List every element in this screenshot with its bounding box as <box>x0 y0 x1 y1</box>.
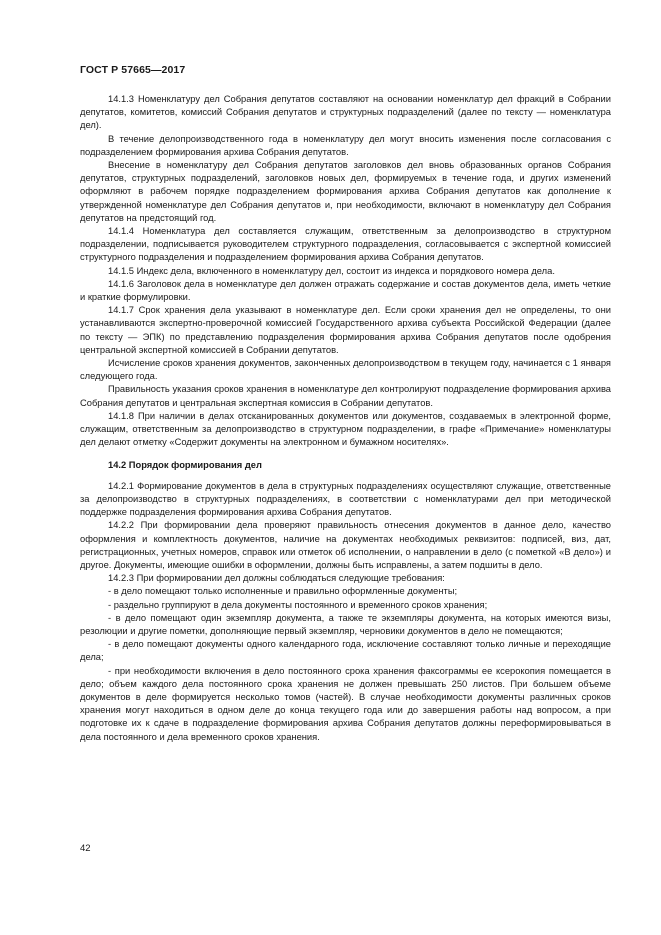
section-title: 14.2 Порядок формирования дел <box>108 460 262 471</box>
paragraph: В течение делопроизводственного года в номенклатуру дел могут вносить изменения после согласования с подразделением формирования архива Собрания депутатов. <box>80 133 611 157</box>
paragraph-14-2-3: 14.2.3 При формировании дел должны соблюдаться следующие требования: <box>108 573 445 584</box>
paragraph-14-1-4: 14.1.4 Номенклатура дел составляется служащим, ответственным за делопроизводство в структурном подразделении, подписывается руководителем структурного подразделения, согласовывается с экспертной комиссией структурного подразделения и подразделением формирования архива Собрания депутатов. <box>80 226 611 263</box>
list-item: - в дело помещают один экземпляр документа, а также те экземпляры документа, на которых имеются визы, резолюции и другие пометки, дополняющие первый экземпляр, черновики документов в дело не помещаются; <box>80 612 611 636</box>
paragraph-14-1-3: 14.1.3 Номенклатуру дел Собрания депутатов составляют на основании номенклатур дел фракций в Собрании депутатов, комитетов, комиссий Собрания депутатов и структурных подразделений (далее по тексту — номенклатура дел). <box>80 94 611 131</box>
paragraph-14-2-2: 14.2.2 При формировании дела проверяют правильность отнесения документов в данное дело, качество оформления и комплектность документов, наличие на документах необходимых реквизитов: подписей, виз, дат, регистрационных, учетных номеров, справок или отметок об исполнении, о направлении в дело (с пометкой «В дело») и другое. Документы, имеющие ошибки в оформлении, должны быть исправлены, а затем подшиты в дело. <box>80 520 611 570</box>
paragraph-14-1-6: 14.1.6 Заголовок дела в номенклатуре дел должен отражать содержание и состав документов дела, иметь четкие и краткие формулировки. <box>80 278 611 303</box>
page-number: 42 <box>80 843 91 854</box>
paragraph-14-1-5: 14.1.5 Индекс дела, включенного в номенклатуру дел, состоит из индекса и порядкового номера дела. <box>108 265 555 276</box>
paragraph-14-1-8: 14.1.8 При наличии в делах отсканированных документов или документов, создаваемых в электронной форме, служащим, ответственным за делопроизводство в структурном подразделении, в графе «Примечание» номенклатуры дел делают отметку «Содержит документы на электронном и бумажном носителях». <box>80 410 611 448</box>
paragraph: Внесение в номенклатуру дел Собрания депутатов заголовков дел вновь образованных органов Собрания депутатов, структурных подразделений, заголовков новых дел, формируемых в течение года, и других изменений оформляют в рабочем порядке подразделением формирования архива Собрания депутатов как дополнение к утвержденной номенклатуре дел Собрания депутатов и, при необходимости, включают в номенклатуру дел Собрания депутатов на предстоящий год. <box>80 160 611 223</box>
paragraph: Правильность указания сроков хранения в номенклатуре дел контролируют подразделение формирования архива Собрания депутатов и центральная экспертная комиссия в Собрании депутатов. <box>80 384 611 408</box>
standard-header: ГОСТ Р 57665—2017 <box>80 64 186 76</box>
page-body <box>80 93 611 744</box>
list-item: - при необходимости включения в дело постоянного срока хранения факсограммы ее ксерокопия помещается в дело; объем каждого дела постоянного срока хранения не должен превышать 250 листов. При большем объеме документов в деле формируется несколько томов (частей). В случае необходимости документы различных сроков хранения могут находиться в одном деле до конца текущего года или до завершения работы над вопросом, а при подготовке их к сдаче в подразделение формирования архива Собрания депутатов должны переформировываться в дела постоянного и дела временного сроков хранения. <box>80 665 611 742</box>
paragraph-14-1-7: 14.1.7 Срок хранения дела указывают в номенклатуре дел. Если сроки хранения дел не определены, то они устанавливаются экспертно-проверочной комиссией Государственного архива субъекта Российской Федерации (далее по тексту — ЭПК) по представлению подразделения формирования архива Собрания депутатов после одобрения центральной экспертной комиссией в Собрании депутатов. <box>80 305 611 355</box>
list-item: - в дело помещают документы одного календарного года, исключение составляют только личные и переходящие дела; <box>80 639 611 663</box>
paragraph: Исчисление сроков хранения документов, законченных делопроизводством в текущем году, начинается с 1 января следующего года. <box>80 358 611 382</box>
paragraph-14-2-1: 14.2.1 Формирование документов в дела в структурных подразделениях осуществляют служащие, ответственные за делопроизводство в структурных подразделениях, в соответствии с номенклатурами дел при методической поддержке подразделения формирования архива Собрания депутатов. <box>80 480 611 518</box>
list-item: - в дело помещают только исполненные и правильно оформленные документы; <box>108 586 458 597</box>
list-item: - раздельно группируют в дела документы постоянного и временного сроков хранения; <box>108 599 488 610</box>
